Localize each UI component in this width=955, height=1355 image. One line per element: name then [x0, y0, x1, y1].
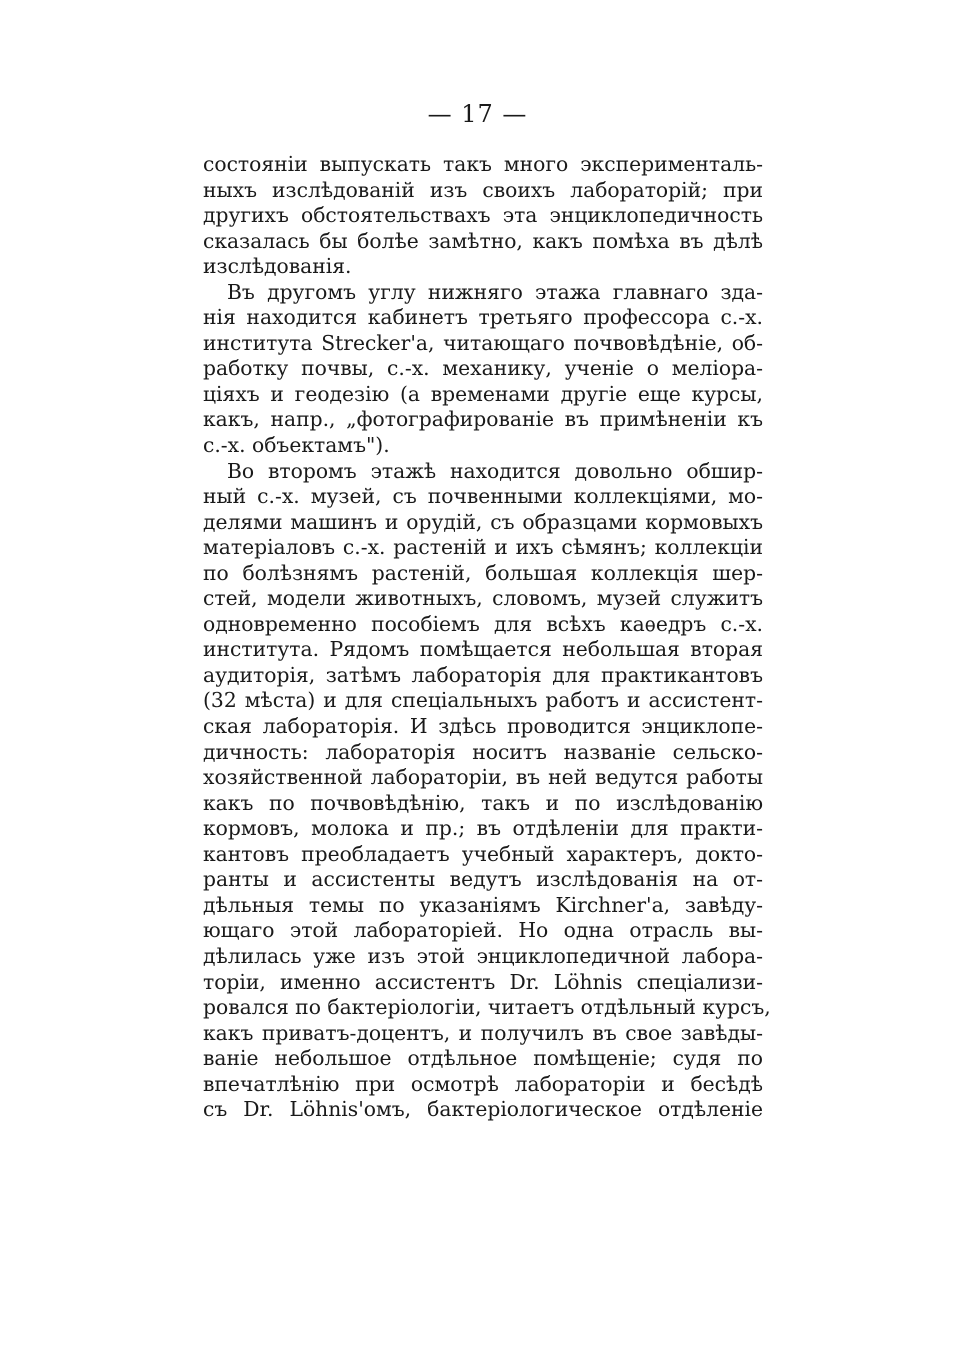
- text-line: кормовъ, молока и пр.; въ отдѣленiи для практи-: [203, 816, 763, 841]
- page-number: — 17 —: [427, 100, 528, 128]
- text-line: торiи, именно ассистентъ Dr. Löhnis спецiализи-: [203, 969, 763, 994]
- text-line: какъ, напр., „фотографированiе въ примѣненiи къ: [203, 407, 763, 432]
- text-line: впечатлѣнiю при осмотрѣ лабораторiи и бесѣдѣ: [203, 1071, 763, 1096]
- text-line: матерiаловъ с.-х. растенiй и ихъ сѣмянъ; коллекцiи: [203, 535, 763, 560]
- text-line: какъ по почвовѣдѣнiю, такъ и по изслѣдованiю: [203, 790, 763, 815]
- text-line: института Strecker'a, читающаго почвовѣдѣнiе, об-: [203, 330, 763, 355]
- text-line: по болѣзнямъ растенiй, большая коллекцiя шер-: [203, 560, 763, 585]
- text-line: с.-х. объектамъ").: [203, 433, 390, 458]
- text-line: института. Рядомъ помѣщается небольшая вторая: [203, 637, 763, 662]
- text-line: ный с.-х. музей, съ почвенными коллекцiями, мо-: [203, 484, 763, 509]
- text-line: работку почвы, с.-х. механику, ученiе о мелiора-: [203, 356, 763, 381]
- body-text: [203, 152, 771, 1123]
- text-line: другихъ обстоятельствахъ эта энциклопедичность: [203, 203, 763, 228]
- text-line: ныхъ изслѣдованiй изъ своихъ лабораторiй; при: [203, 177, 763, 202]
- text-line: цiяхъ и геодезiю (а временами другiе еще курсы,: [203, 381, 763, 406]
- text-line: съ Dr. Löhnis'омъ, бактерiологическое отдѣленiе: [203, 1097, 763, 1122]
- text-line: ющаго этой лабораторiей. Но одна отрасль вы-: [203, 918, 763, 943]
- text-line: хозяйственной лабораторiи, въ ней ведутся работы: [203, 765, 763, 790]
- text-line: ровался по бактерiологiи, читаетъ отдѣльный курсъ,: [203, 995, 771, 1020]
- text-line: ранты и ассистенты ведутъ изслѣдованiя на от-: [203, 867, 763, 892]
- text-line: кантовъ преобладаетъ учебный характеръ, докто-: [203, 841, 763, 866]
- text-line: Въ другомъ углу нижняго этажа главнаго зда-: [227, 279, 763, 304]
- text-line: стей, модели животныхъ, словомъ, музей служитъ: [203, 586, 763, 611]
- text-line: ванiе небольшое отдѣльное помѣщенiе; судя по: [203, 1046, 763, 1071]
- text-line: одновременно пособiемъ для всѣхъ каѳедръ с.-х.: [203, 611, 763, 636]
- text-line: дичность: лабораторiя носитъ названiе сельско-: [203, 739, 763, 764]
- text-line: сказалась бы болѣе замѣтно, какъ помѣха въ дѣлѣ: [203, 228, 763, 253]
- text-line: (32 мѣста) и для спецiальныхъ работъ и ассистент-: [203, 688, 763, 713]
- text-line: какъ приватъ-доцентъ, и получилъ въ свое завѣды-: [203, 1020, 763, 1045]
- text-line: дѣлилась уже изъ этой энциклопедичной лабора-: [203, 943, 763, 968]
- text-line: дѣльныя темы по указанiямъ Kirchner'a, завѣду-: [203, 892, 763, 917]
- text-line: Во второмъ этажѣ находится довольно обшир-: [227, 458, 763, 483]
- text-line: состоянiи выпускать такъ много эксперименталь-: [203, 152, 763, 176]
- text-line: аудиторiя, затѣмъ лабораторiя для практикантовъ: [203, 662, 763, 687]
- text-line: делями машинъ и орудiй, съ образцами кормовыхъ: [203, 509, 763, 534]
- text-line: изслѣдованiя.: [203, 254, 352, 279]
- text-line: ская лабораторiя. И здѣсь проводится энциклопе-: [203, 714, 763, 739]
- text-line: нiя находится кабинетъ третьяго профессора с.-х.: [203, 305, 763, 330]
